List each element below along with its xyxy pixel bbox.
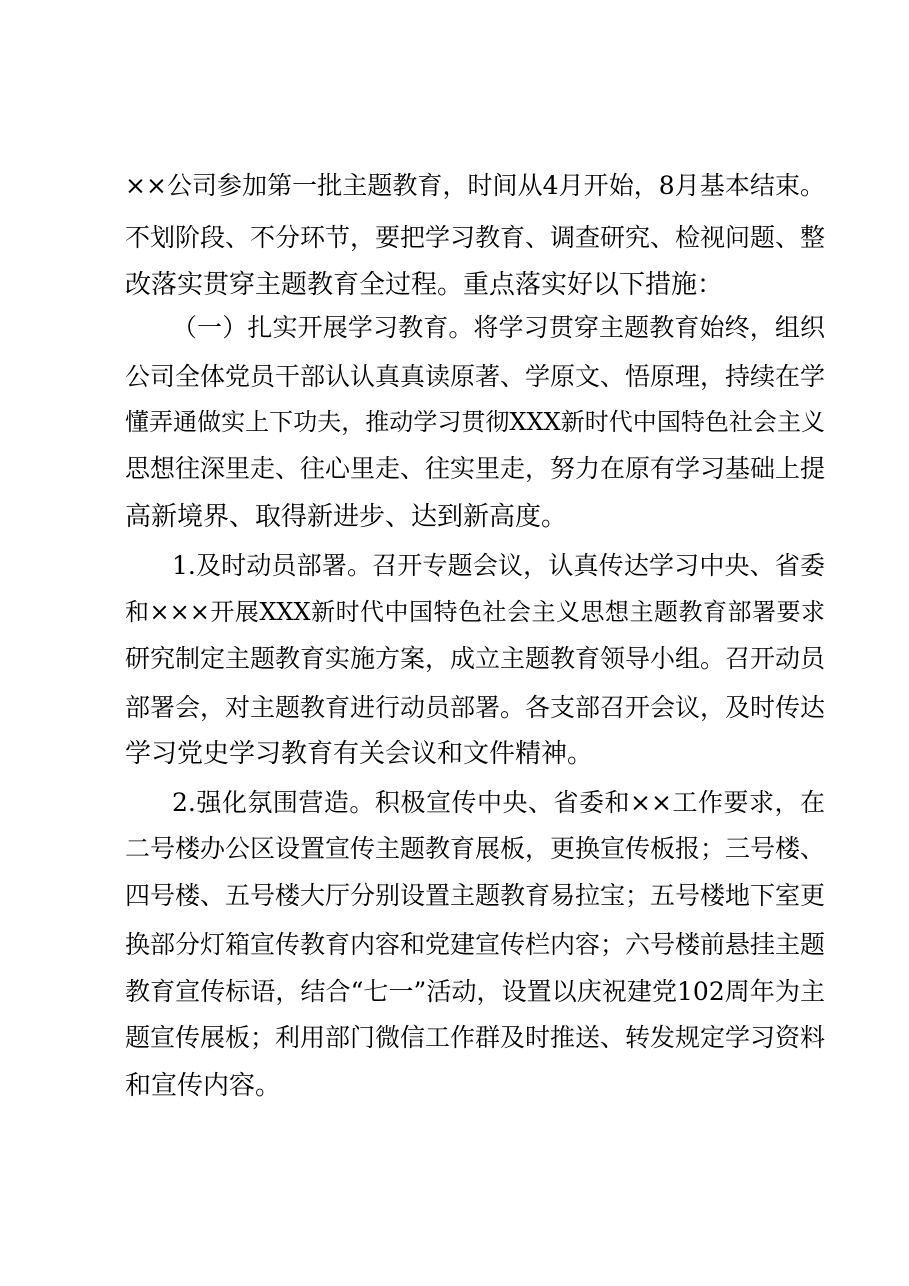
text-line: 1.及时动员部署。召开专题会议，认真传达学习中央、省委 bbox=[172, 551, 825, 580]
text-line: （一）扎实开展学习教育。将学习贯穿主题教育始终，组织 bbox=[172, 313, 825, 342]
text-line: 四号楼、五号楼大厅分别设置主题教育易拉宝；五号楼地下室更 bbox=[125, 881, 826, 910]
text-line: 改落实贯穿主题教育全过程。重点落实好以下措施： bbox=[125, 270, 724, 300]
text-line: 思想往深里走、往心里走、往实里走，努力在原有学习基础上提 bbox=[125, 454, 826, 483]
text-line: 高新境界、取得新进步、达到新高度。 bbox=[125, 502, 568, 532]
text-line: 和宣传内容。 bbox=[125, 1071, 282, 1101]
text-line: 懂弄通做实上下功夫，推动学习贯彻XXX新时代中国特色社会主义 bbox=[125, 408, 825, 436]
text-line: 教育宣传标语，结合“七一”活动，设置以庆祝建党102周年为主 bbox=[125, 977, 825, 1006]
text-line: 研究制定主题教育实施方案，成立主题教育领导小组。召开动员 bbox=[125, 644, 826, 673]
text-line: 公司全体党员干部认认真真读原著、学原文、悟原理，持续在学 bbox=[125, 362, 826, 391]
text-line: 不划阶段、不分环节，要把学习教育、调查研究、检视问题、整 bbox=[125, 223, 826, 252]
text-line: 部署会，对主题教育进行动员部署。各支部召开会议，及时传达 bbox=[125, 693, 826, 722]
text-line: 2.强化氛围营造。积极宣传中央、省委和××工作要求，在 bbox=[172, 788, 825, 817]
text-line: 学习党史学习教育有关会议和文件精神。 bbox=[125, 739, 594, 769]
text-line: 换部分灯箱宣传教育内容和党建宣传栏内容；六号楼前悬挂主题 bbox=[125, 930, 826, 959]
text-line: 和×××开展XXX新时代中国特色社会主义思想主题教育部署要求 bbox=[125, 598, 825, 626]
text-line: 题宣传展板；利用部门微信工作群及时推送、转发规定学习资料 bbox=[125, 1023, 826, 1052]
text-line: ××公司参加第一批主题教育，时间从4月开始，8月基本结束。 bbox=[125, 171, 825, 200]
text-line: 二号楼办公区设置宣传主题教育展板，更换宣传板报；三号楼、 bbox=[125, 834, 826, 863]
